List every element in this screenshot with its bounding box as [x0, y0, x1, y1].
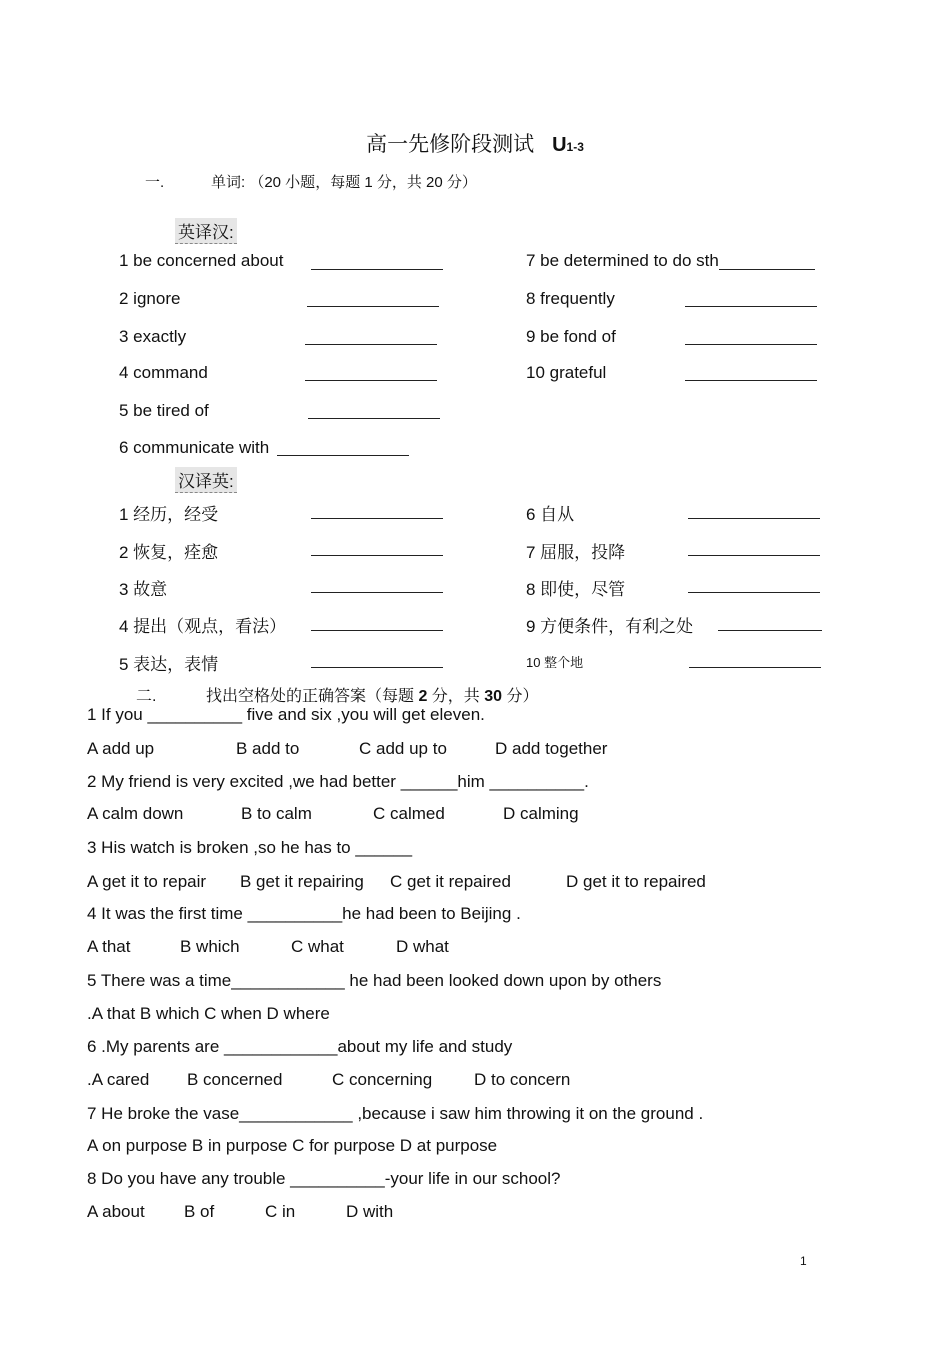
e2c-item-8: 8 frequently	[526, 289, 615, 308]
option-d[interactable]: D add together	[495, 739, 608, 758]
answer-line[interactable]	[685, 306, 817, 307]
option-a[interactable]: .A cared	[87, 1070, 150, 1089]
e2c-item-6: 6 communicate with	[119, 438, 270, 457]
e2c-item-5: 5 be tired of	[119, 401, 209, 420]
e2c-item-9: 9 be fond of	[526, 327, 616, 346]
answer-line[interactable]	[688, 555, 820, 556]
option-b[interactable]: B which	[180, 937, 240, 956]
answer-line[interactable]	[311, 518, 443, 519]
answer-line[interactable]	[718, 630, 822, 631]
option-c[interactable]: C get it repaired	[390, 872, 511, 891]
option-b[interactable]: B concerned	[187, 1070, 283, 1089]
question-5: 5 There was a time____________ he had been looked down upon by others	[87, 971, 662, 990]
option-d[interactable]: D calming	[503, 804, 579, 823]
c2e-item-3: 3 故意	[119, 580, 168, 599]
option-b[interactable]: B to calm	[241, 804, 312, 823]
option-b[interactable]: B of	[184, 1202, 215, 1221]
section2-heading: 找出空格处的正确答案（每题 2 分，共 30 分）	[206, 688, 539, 705]
answer-line[interactable]	[685, 380, 817, 381]
e2c-item-1: 1 be concerned about	[119, 251, 284, 270]
e2c-item-7: 7 be determined to do sth	[526, 251, 719, 270]
section1-number: 一.	[145, 174, 165, 191]
c2e-item-5: 5 表达，表情	[119, 655, 219, 674]
option-a[interactable]: A that	[87, 937, 131, 956]
option-a[interactable]: A about	[87, 1202, 145, 1221]
e2c-item-10: 10 grateful	[526, 363, 607, 382]
e2c-label: 英译汉:	[175, 218, 237, 244]
option-a[interactable]: A add up	[87, 739, 155, 758]
question-6: 6 .My parents are ____________about my life and study	[87, 1037, 513, 1056]
section1-heading: 单词: （20 小题，每题 1 分，共 20 分）	[211, 174, 477, 191]
answer-line[interactable]	[688, 518, 820, 519]
option-c[interactable]: C in	[265, 1202, 296, 1221]
answer-line[interactable]	[311, 555, 443, 556]
title-main: 高一先修阶段测试	[366, 133, 535, 156]
option-c[interactable]: C calmed	[373, 804, 445, 823]
e2c-item-3: 3 exactly	[119, 327, 187, 346]
c2e-item-8: 8 即使，尽管	[526, 580, 626, 599]
c2e-item-6: 6 自从	[526, 505, 575, 524]
answer-line[interactable]	[311, 592, 443, 593]
c2e-item-2: 2 恢复，痊愈	[119, 543, 219, 562]
answer-line[interactable]	[307, 306, 439, 307]
answer-line[interactable]	[719, 269, 815, 270]
page-title	[0, 128, 950, 158]
answer-line[interactable]	[308, 418, 440, 419]
option-b[interactable]: B get it repairing	[240, 872, 364, 891]
answer-line[interactable]	[311, 630, 443, 631]
option-c[interactable]: C concerning	[332, 1070, 433, 1089]
answer-line[interactable]	[305, 380, 437, 381]
option-a[interactable]: A get it to repair	[87, 872, 207, 891]
c2e-item-7: 7 屈服，投降	[526, 543, 626, 562]
question-8: 8 Do you have any trouble __________-your life in our school?	[87, 1169, 561, 1188]
c2e-item-4: 4 提出（观点，看法）	[119, 617, 287, 636]
option-d[interactable]: D with	[346, 1202, 394, 1221]
options-line[interactable]: .A that B which C when D where	[87, 1004, 330, 1023]
answer-line[interactable]	[689, 667, 821, 668]
option-a[interactable]: A calm down	[87, 804, 184, 823]
e2c-item-2: 2 ignore	[119, 289, 181, 308]
answer-line[interactable]	[685, 344, 817, 345]
c2e-item-9: 9 方便条件，有利之处	[526, 617, 694, 636]
option-d[interactable]: D what	[396, 937, 449, 956]
option-d[interactable]: D to concern	[474, 1070, 571, 1089]
c2e-label: 汉译英:	[175, 467, 237, 493]
title-unit-sub: 1-3	[566, 140, 584, 154]
page-number: 1	[800, 1254, 807, 1268]
answer-line[interactable]	[305, 344, 437, 345]
answer-line[interactable]	[311, 269, 443, 270]
c2e-item-1: 1 经历，经受	[119, 505, 219, 524]
answer-line[interactable]	[688, 592, 820, 593]
section2-number: 二.	[136, 688, 157, 705]
question-4: 4 It was the first time __________he had been to Beijing .	[87, 904, 521, 923]
question-7: 7 He broke the vase____________ ,because i saw him throwing it on the ground .	[87, 1104, 704, 1123]
option-d[interactable]: D get it to repaired	[566, 872, 706, 891]
answer-line[interactable]	[311, 667, 443, 668]
question-1: 1 If you __________ five and six ,you will get eleven.	[87, 705, 485, 724]
question-3: 3 His watch is broken ,so he has to ______	[87, 838, 413, 857]
title-unit: U	[552, 134, 567, 156]
option-c[interactable]: C what	[291, 937, 344, 956]
option-b[interactable]: B add to	[236, 739, 300, 758]
options-line[interactable]: A on purpose B in purpose C for purpose D at purpose	[87, 1136, 498, 1155]
c2e-item-10: 10 整个地	[526, 655, 584, 670]
option-c[interactable]: C add up to	[359, 739, 447, 758]
answer-line[interactable]	[277, 455, 409, 456]
question-2: 2 My friend is very excited ,we had better ______him __________.	[87, 772, 589, 791]
e2c-item-4: 4 command	[119, 363, 208, 382]
